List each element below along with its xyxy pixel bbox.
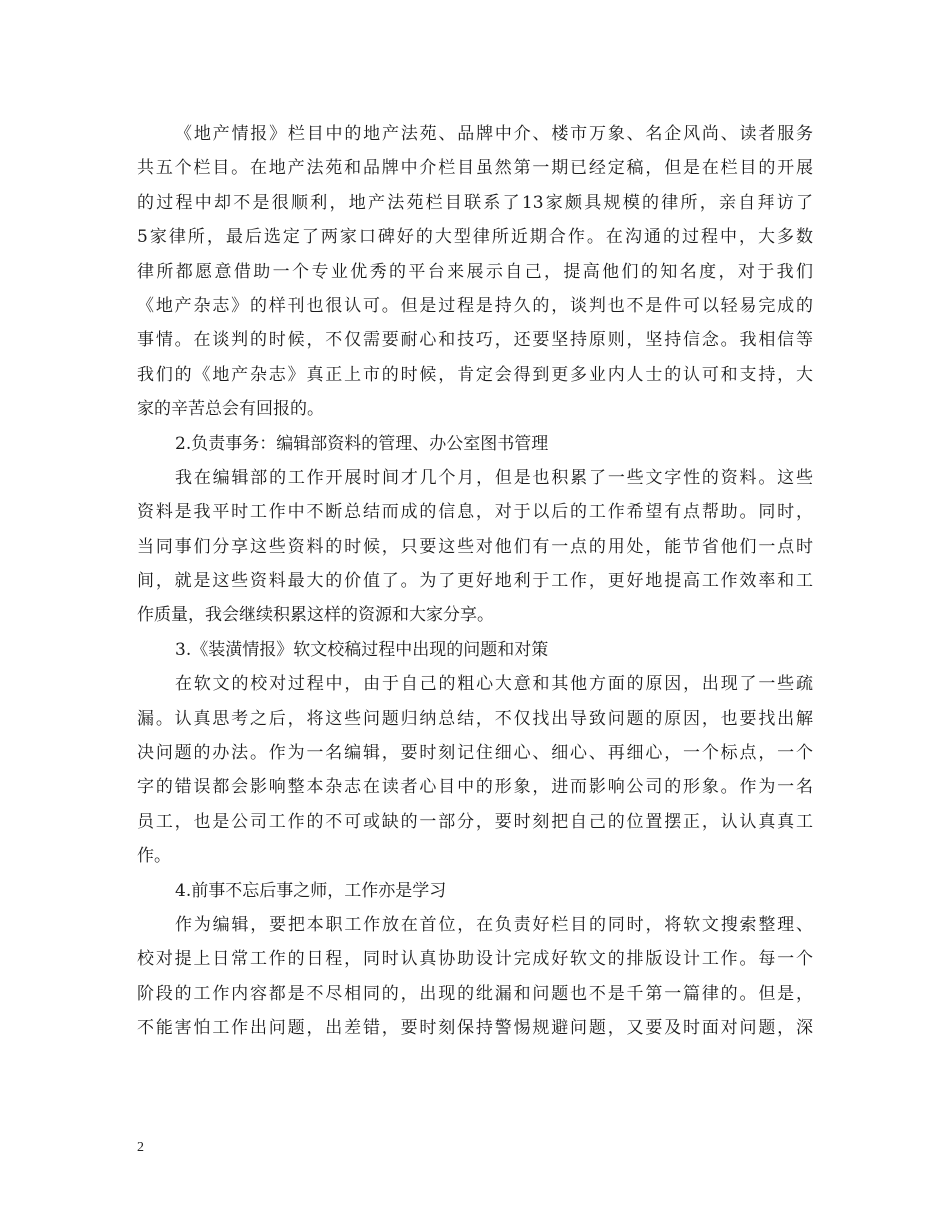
paragraph-line: 《地产杂志》的样刊也很认可。但是过程是持久的，谈判也不是件可以轻易完成的 bbox=[137, 295, 813, 316]
paragraph-line: 律所都愿意借助一个专业优秀的平台来展示自己，提高他们的知名度，对于我们 bbox=[137, 261, 813, 282]
paragraph-line: 《地产情报》栏目中的地产法苑、品牌中介、楼市万象、名企风尚、读者服务 bbox=[175, 124, 813, 144]
body-text bbox=[137, 117, 813, 1046]
paragraph-line: 我们的《地产杂志》真正上市的时候，肯定会得到更多业内人士的认可和支持，大 bbox=[137, 364, 813, 385]
paragraph-line: 5家律所，最后选定了两家口碑好的大型律所近期合作。在沟通的过程中，大多数 bbox=[137, 227, 813, 248]
paragraph-line: 字的错误都会影响整本杂志在读者心目中的形象，进而影响公司的形象。作为一名 bbox=[137, 777, 813, 798]
section-heading: 2.负责事务：编辑部资料的管理、办公室图书管理 bbox=[175, 433, 549, 454]
paragraph-line: 当同事们分享这些资料的时候，只要这些对他们有一点的用处，能节省他们一点时 bbox=[137, 536, 813, 557]
paragraph-line: 事情。在谈判的时候，不仅需要耐心和技巧，还要坚持原则，坚持信念。我相信等 bbox=[137, 330, 813, 351]
paragraph-line: 作为编辑，要把本职工作放在首位，在负责好栏目的同时，将软文搜索整理、 bbox=[175, 914, 813, 935]
paragraph-line: 家的辛苦总会有回报的。 bbox=[137, 399, 324, 420]
paragraph-line: 的过程中却不是很顺利，地产法苑栏目联系了13家颇具规模的律所，亲自拜访了 bbox=[137, 192, 813, 213]
paragraph-line: 校对提上日常工作的日程，同时认真协助设计完成好软文的排版设计工作。每一个 bbox=[137, 949, 813, 970]
paragraph-line: 员工，也是公司工作的不可或缺的一部分，要时刻把自己的位置摆正，认认真真工 bbox=[137, 811, 813, 832]
paragraph-line: 阶段的工作内容都是不尽相同的，出现的纰漏和问题也不是千第一篇律的。但是， bbox=[137, 983, 813, 1004]
section-heading: 3.《装潢情报》软文校稿过程中出现的问题和对策 bbox=[175, 639, 549, 660]
page-number: 2 bbox=[137, 1140, 144, 1155]
paragraph-line: 作质量，我会继续积累这样的资源和大家分享。 bbox=[137, 605, 494, 626]
paragraph-line: 资料是我平时工作中不断总结而成的信息，对于以后的工作希望有点帮助。同时， bbox=[137, 502, 813, 523]
section-heading: 4.前事不忘后事之师，工作亦是学习 bbox=[175, 880, 447, 901]
paragraph-line: 共五个栏目。在地产法苑和品牌中介栏目虽然第一期已经定稿，但是在栏目的开展 bbox=[137, 158, 813, 179]
paragraph-line: 我在编辑部的工作开展时间才几个月，但是也积累了一些文字性的资料。这些 bbox=[175, 467, 813, 488]
paragraph-line: 漏。认真思考之后，将这些问题归纳总结，不仅找出导致问题的原因，也要找出解 bbox=[137, 708, 813, 729]
paragraph-line: 决问题的办法。作为一名编辑，要时刻记住细心、细心、再细心，一个标点，一个 bbox=[137, 743, 813, 764]
paragraph-line: 间，就是这些资料最大的价值了。为了更好地利于工作，更好地提高工作效率和工 bbox=[137, 571, 813, 592]
paragraph-line: 不能害怕工作出问题，出差错，要时刻保持警惕规避问题，又要及时面对问题，深 bbox=[137, 1018, 813, 1039]
paragraph-line: 作。 bbox=[137, 846, 171, 867]
paragraph-line: 在软文的校对过程中，由于自己的粗心大意和其他方面的原因，出现了一些疏 bbox=[175, 674, 813, 695]
